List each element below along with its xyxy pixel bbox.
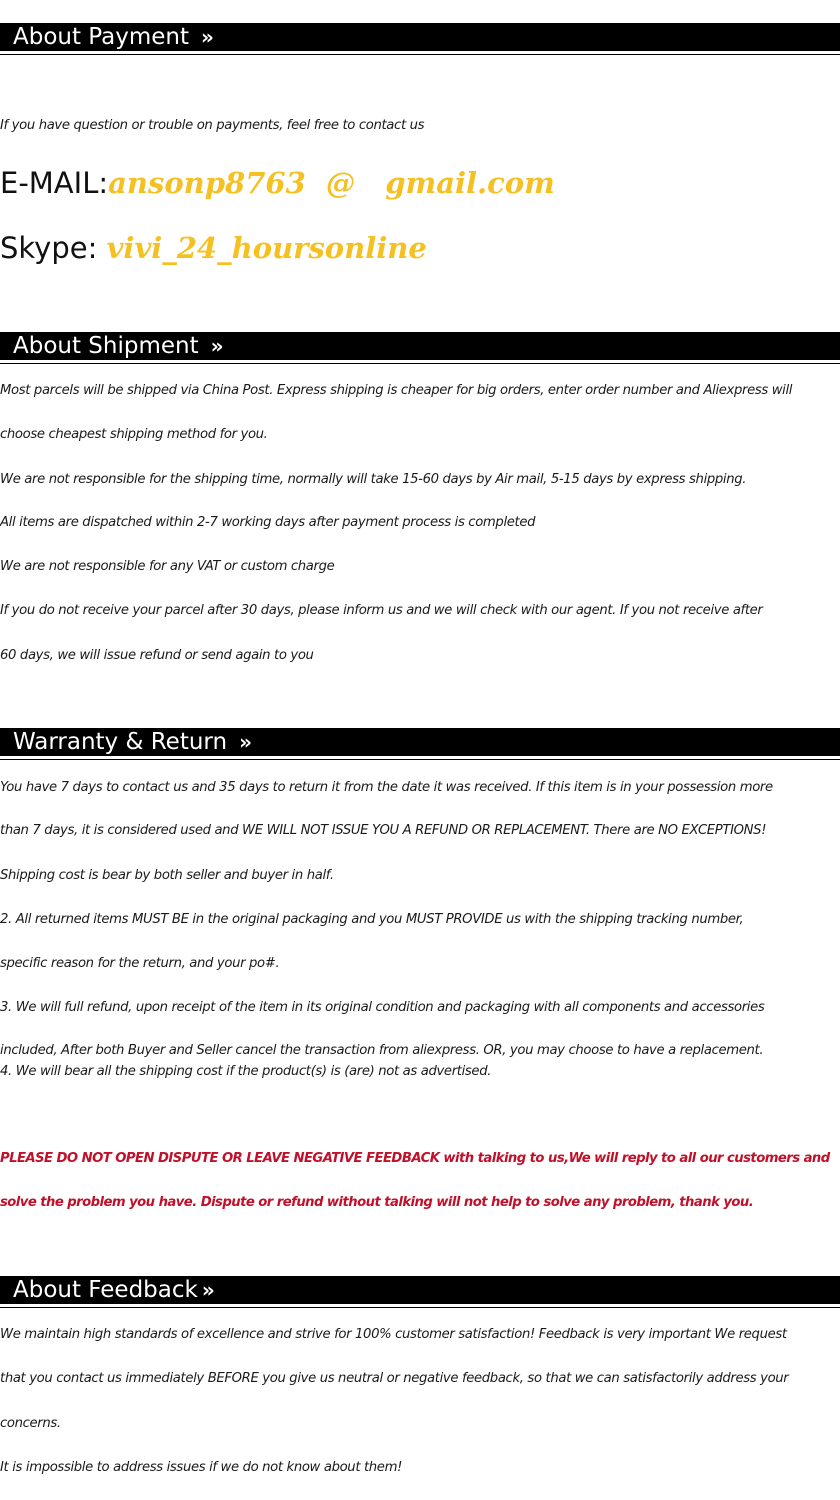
section-header-warranty <box>0 728 840 756</box>
feedback-line: It is impossible to address issues if we do not know about them! <box>0 1460 403 1475</box>
double-chevron-right-icon: » <box>201 25 211 49</box>
warranty-line: included, After both Buyer and Seller cancel the transaction from aliexpress. OR, you may choose to have a replacement. <box>0 1043 764 1058</box>
section-header-shipment <box>0 332 840 360</box>
skype-label: Skype: <box>0 231 107 265</box>
section-title-payment: About Payment <box>13 24 190 50</box>
shipment-line: Most parcels will be shipped via China Post. Express shipping is cheaper for big orders, enter order number and Aliexpress will <box>0 383 793 398</box>
skype-contact <box>0 231 427 265</box>
warranty-line: 2. All returned items MUST BE in the original packaging and you MUST PROVIDE us with the shipping tracking number, <box>0 912 744 927</box>
dispute-warning-line: PLEASE DO NOT OPEN DISPUTE OR LEAVE NEGATIVE FEEDBACK with talking to us,We will reply to all our customers and <box>0 1151 830 1166</box>
email-address[interactable]: ansonp8763 @ gmail.com <box>108 166 555 200</box>
section-title-shipment: About Shipment <box>13 333 199 359</box>
section-header-payment <box>0 23 840 51</box>
dispute-warning-line: solve the problem you have. Dispute or refund without talking will not help to solve any problem, thank you. <box>0 1195 754 1210</box>
feedback-line: concerns. <box>0 1416 61 1431</box>
shipment-line: 60 days, we will issue refund or send again to you <box>0 648 314 663</box>
section-header-feedback <box>0 1276 840 1304</box>
double-chevron-right-icon: » <box>201 1278 212 1302</box>
warranty-line: Shipping cost is bear by both seller and buyer in half. <box>0 868 334 883</box>
shipment-line: We are not responsible for any VAT or custom charge <box>0 559 335 574</box>
double-chevron-right-icon: » <box>239 730 249 754</box>
email-label: E-MAIL: <box>0 166 109 200</box>
payment-intro: If you have question or trouble on payments, feel free to contact us <box>0 118 425 133</box>
warranty-line: You have 7 days to contact us and 35 days to return it from the date it was received. If this item is in your possession more <box>0 780 773 795</box>
shipment-line: All items are dispatched within 2-7 working days after payment process is completed <box>0 515 536 530</box>
double-chevron-right-icon: » <box>210 334 221 358</box>
warranty-line: than 7 days, it is considered used and WE WILL NOT ISSUE YOU A REFUND OR REPLACEMENT. There are NO EXCEPTIONS! <box>0 823 767 838</box>
skype-id[interactable]: vivi_24_hoursonline <box>106 231 427 265</box>
shipment-line: We are not responsible for the shipping time, normally will take 15-60 days by Air mail, 5-15 days by express shipping. <box>0 472 747 487</box>
feedback-line: We maintain high standards of excellence and strive for 100% customer satisfaction! Feedback is very important We request <box>0 1327 787 1342</box>
email-contact <box>0 166 555 200</box>
warranty-line: 3. We will full refund, upon receipt of the item in its original condition and packaging with all components and accessories <box>0 1000 765 1015</box>
section-title-feedback: About Feedback <box>13 1277 198 1303</box>
warranty-line: specific reason for the return, and your po#. <box>0 956 280 971</box>
section-title-warranty: Warranty & Return <box>13 729 228 755</box>
shipment-line: If you do not receive your parcel after 30 days, please inform us and we will check with our agent. If you not receive after <box>0 603 763 618</box>
feedback-line: that you contact us immediately BEFORE you give us neutral or negative feedback, so that we can satisfactorily address your <box>0 1371 789 1386</box>
shipment-line: choose cheapest shipping method for you. <box>0 427 268 442</box>
warranty-line: 4. We will bear all the shipping cost if the product(s) is (are) not as advertised. <box>0 1064 492 1079</box>
